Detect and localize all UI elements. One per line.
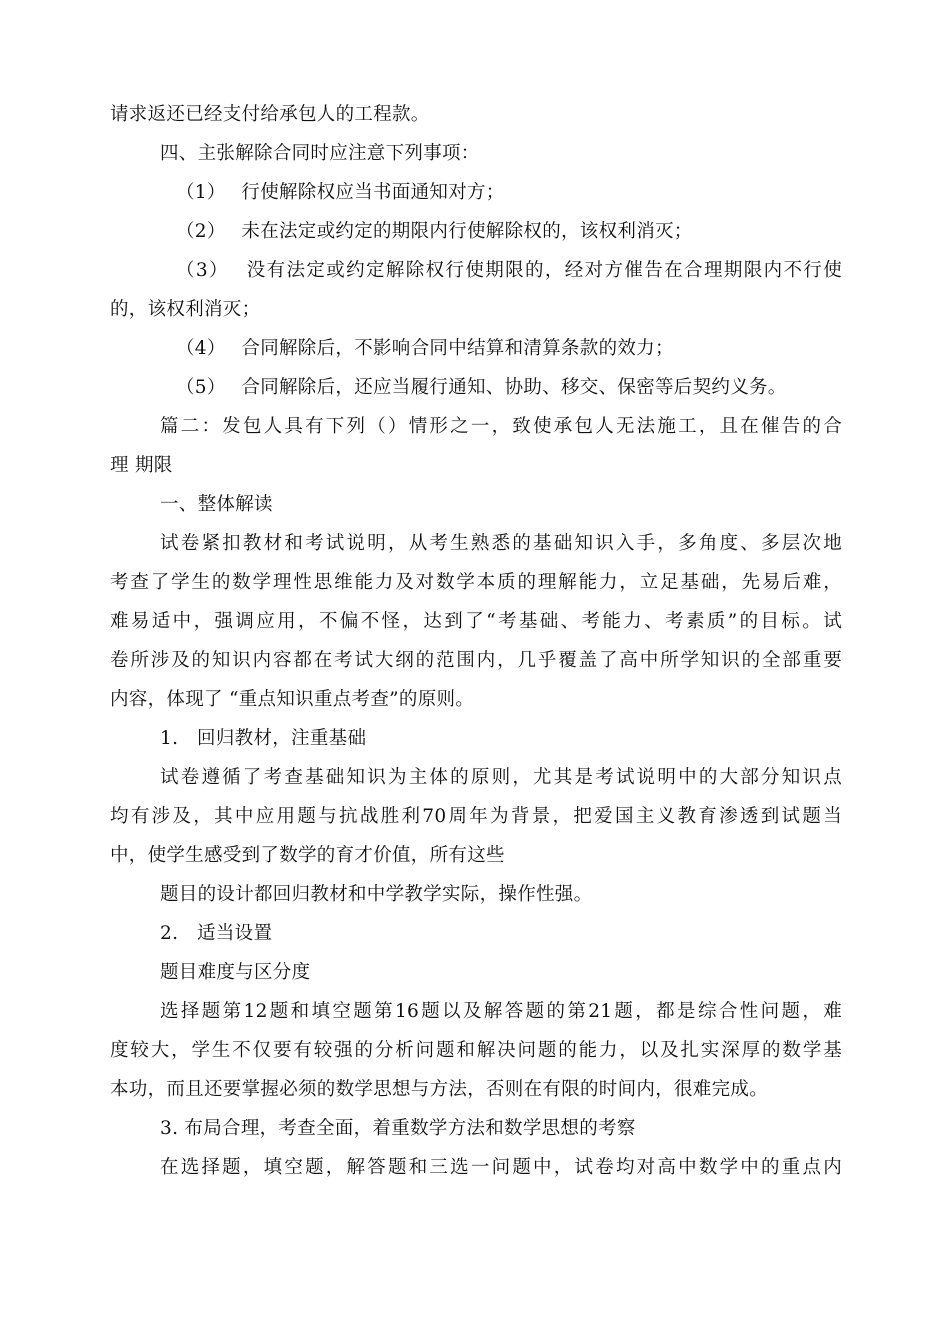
section-heading: 四、主张解除合同时应注意下列事项： bbox=[160, 143, 480, 164]
text-line: 请求返还已经支付给承包人的工程款。 bbox=[110, 104, 430, 125]
paragraph-line: 卷所涉及的知识内容都在考试大纲的范围内，几乎覆盖了高中所学知识的全部重要 bbox=[110, 650, 842, 671]
paragraph-line: 在选择题，填空题，解答题和三选一问题中，试卷均对高中数学中的重点内 bbox=[160, 1157, 842, 1178]
list-item: （1） 行使解除权应当书面通知对方； bbox=[176, 182, 505, 203]
subsection-heading-continuation: 题目难度与区分度 bbox=[160, 962, 311, 983]
section-heading: 一、整体解读 bbox=[160, 494, 273, 515]
list-item: （5） 合同解除后，还应当履行通知、协助、移交、保密等后契约义务。 bbox=[176, 377, 787, 398]
paragraph-line: 试卷紧扣教材和考试说明，从考生熟悉的基础知识入手，多角度、多层次地 bbox=[160, 533, 842, 554]
subsection-heading: 1. 回归教材，注重基础 bbox=[160, 728, 367, 749]
paragraph-line: 内容，体现了 “重点知识重点考查”的原则。 bbox=[110, 689, 475, 710]
list-item-continuation: 的，该权利消灭； bbox=[110, 299, 261, 320]
list-item: （4） 合同解除后，不影响合同中结算和清算条款的效力； bbox=[176, 338, 674, 359]
paragraph-line: 难易适中，强调应用，不偏不怪，达到了“考基础、考能力、考素质”的目标。试 bbox=[110, 611, 842, 632]
list-item: （3） 没有法定或约定解除权行使期限的，经对方催告在合理期限内不行使 bbox=[176, 260, 842, 281]
document-body bbox=[110, 95, 842, 1187]
paragraph-line: 题目的设计都回归教材和中学教学实际，操作性强。 bbox=[160, 884, 593, 905]
article-title: 篇二：发包人具有下列（）情形之一，致使承包人无法施工，且在催告的合 bbox=[160, 416, 842, 437]
paragraph-line: 考查了学生的数学理性思维能力及对数学本质的理解能力，立足基础，先易后难， bbox=[110, 572, 842, 593]
paragraph-line: 选择题第12题和填空题第16题以及解答题的第21题，都是综合性问题，难 bbox=[160, 1001, 842, 1022]
list-item: （2） 未在法定或约定的期限内行使解除权的，该权利消灭； bbox=[176, 221, 693, 242]
paragraph-line: 均有涉及，其中应用题与抗战胜利70周年为背景，把爱国主义教育渗透到试题当 bbox=[110, 806, 842, 827]
paragraph-line: 试卷遵循了考查基础知识为主体的原则，尤其是考试说明中的大部分知识点 bbox=[160, 767, 842, 788]
paragraph-line: 度较大，学生不仅要有较强的分析问题和解决问题的能力，以及扎实深厚的数学基 bbox=[110, 1040, 842, 1061]
paragraph-line: 本功，而且还要掌握必须的数学思想与方法，否则在有限的时间内，很难完成。 bbox=[110, 1079, 769, 1100]
subsection-heading: 3. 布局合理，考查全面，着重数学方法和数学思想的考察 bbox=[160, 1118, 636, 1139]
subsection-heading: 2. 适当设置 bbox=[160, 923, 273, 944]
paragraph-line: 中，使学生感受到了数学的育才价值，所有这些 bbox=[110, 845, 505, 866]
article-title-continuation: 理 期限 bbox=[110, 455, 173, 476]
